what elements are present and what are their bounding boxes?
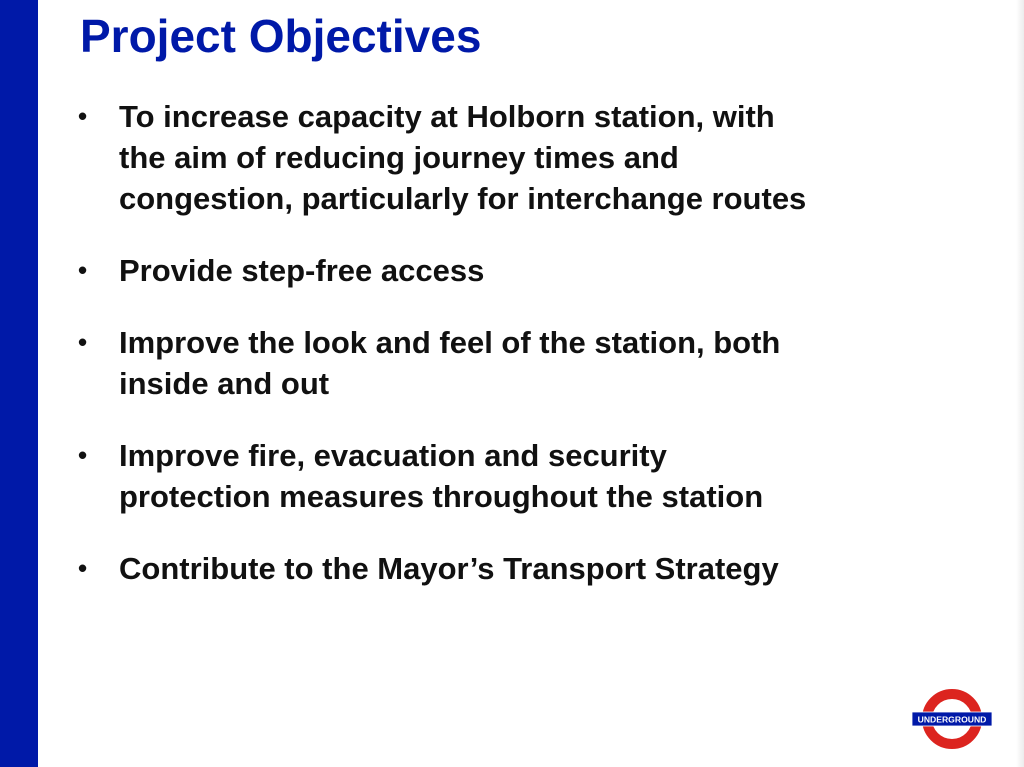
bullet-item — [78, 548, 898, 589]
bullet-list — [78, 96, 898, 620]
bullet-line: Improve fire, evacuation and security — [119, 438, 667, 473]
bullet-line: Contribute to the Mayor’s Transport Strategy — [119, 551, 779, 586]
bullet-line: inside and out — [119, 366, 330, 401]
bullet-item — [78, 250, 898, 291]
roundel-text: UNDERGROUND — [917, 714, 987, 725]
page-edge-shadow — [1016, 0, 1024, 767]
bullet-text — [119, 250, 898, 291]
bullet-line: protection measures throughout the station — [119, 479, 764, 514]
bullet-line: the aim of reducing journey times and — [119, 140, 679, 175]
bullet-marker: • — [78, 255, 88, 285]
underground-roundel-icon — [910, 685, 994, 753]
bullet-marker: • — [78, 440, 88, 470]
bullet-text — [119, 548, 898, 589]
bullet-line: Improve the look and feel of the station, both — [119, 325, 781, 360]
bullet-line: Provide step-free access — [119, 253, 485, 288]
accent-bar — [0, 0, 38, 767]
bullet-line: congestion, particularly for interchange routes — [119, 181, 807, 216]
bullet-marker: • — [78, 327, 88, 357]
bullet-marker: • — [78, 101, 88, 131]
bullet-text — [119, 322, 898, 404]
bullet-text — [119, 96, 898, 219]
bullet-item — [78, 96, 898, 219]
bullet-item — [78, 322, 898, 404]
slide-title: Project Objectives — [80, 10, 482, 62]
bullet-text — [119, 435, 898, 517]
bullet-item — [78, 435, 898, 517]
bullet-line: To increase capacity at Holborn station, with — [119, 99, 775, 134]
bullet-marker: • — [78, 553, 88, 583]
